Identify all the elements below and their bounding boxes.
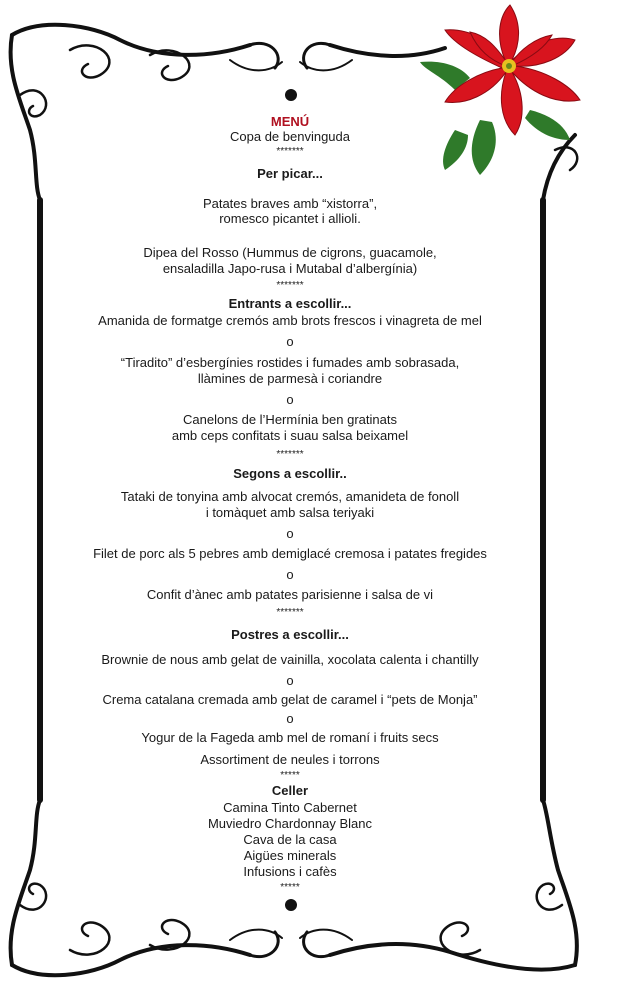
section-heading-celler: Celler — [271, 783, 309, 798]
or-divider: o — [286, 673, 294, 688]
wine-item: Camina Tinto Cabernet — [223, 800, 357, 815]
separator: ***** — [280, 770, 300, 781]
section-heading-picar: Per picar... — [257, 166, 323, 181]
menu-title: MENÚ — [270, 114, 310, 129]
dish-line: romesco picantet i allioli. — [219, 211, 361, 226]
wine-item: Muviedro Chardonnay Blanc — [207, 816, 373, 831]
section-heading-postres: Postres a escollir... — [231, 627, 349, 642]
dish-line: Tataki de tonyina amb alvocat cremós, amanideta de fonoll — [120, 489, 460, 504]
dish-line: Yogur de la Fageda amb mel de romaní i fruits secs — [141, 730, 439, 745]
separator: ******* — [276, 280, 304, 291]
or-divider: o — [286, 526, 294, 541]
welcome-drink: Copa de benvinguda — [230, 129, 350, 144]
separator: ******* — [276, 449, 304, 460]
dish-line: Confit d’ànec amb patates parisienne i salsa de vi — [146, 587, 434, 602]
section-heading-segons: Segons a escollir.. — [233, 466, 347, 481]
drink-item: Infusions i cafès — [243, 864, 337, 879]
dish-line: “Tiradito” d’esbergínies rostides i fumades amb sobrasada, — [120, 355, 460, 370]
dish-line: Dipea del Rosso (Hummus de cigrons, guacamole, — [143, 245, 437, 260]
drink-item: Aigües minerals — [243, 848, 337, 863]
separator: ******* — [276, 607, 304, 618]
dish-line: Assortiment de neules i torrons — [200, 752, 380, 767]
section-heading-entrants: Entrants a escollir... — [228, 296, 352, 311]
dish-line: Patates braves amb “xistorra”, — [202, 196, 378, 211]
or-divider: o — [286, 567, 294, 582]
dish-line: Canelons de l’Hermínia ben gratinats — [183, 412, 397, 427]
dish-line: llàmines de parmesà i coriandre — [197, 371, 383, 386]
or-divider: o — [286, 392, 294, 407]
separator: ******* — [276, 146, 304, 157]
drink-item: Cava de la casa — [243, 832, 337, 847]
or-divider: o — [286, 711, 294, 726]
dish-line: Crema catalana cremada amb gelat de caramel i “pets de Monja” — [102, 692, 478, 707]
separator: ***** — [280, 882, 300, 893]
dish-line: Filet de porc als 5 pebres amb demiglacé cremosa i patates fregides — [93, 546, 487, 561]
dish-line: i tomàquet amb salsa teriyaki — [205, 505, 375, 520]
dish-line: amb ceps confitats i suau salsa beixamel — [171, 428, 409, 443]
dish-line: Amanida de formatge cremós amb brots frescos i vinagreta de mel — [98, 313, 482, 328]
dish-line: ensaladilla Japo-rusa i Mutabal d’albergínia) — [162, 261, 418, 276]
or-divider: o — [286, 334, 294, 349]
dish-line: Brownie de nous amb gelat de vainilla, xocolata calenta i chantilly — [101, 652, 479, 667]
